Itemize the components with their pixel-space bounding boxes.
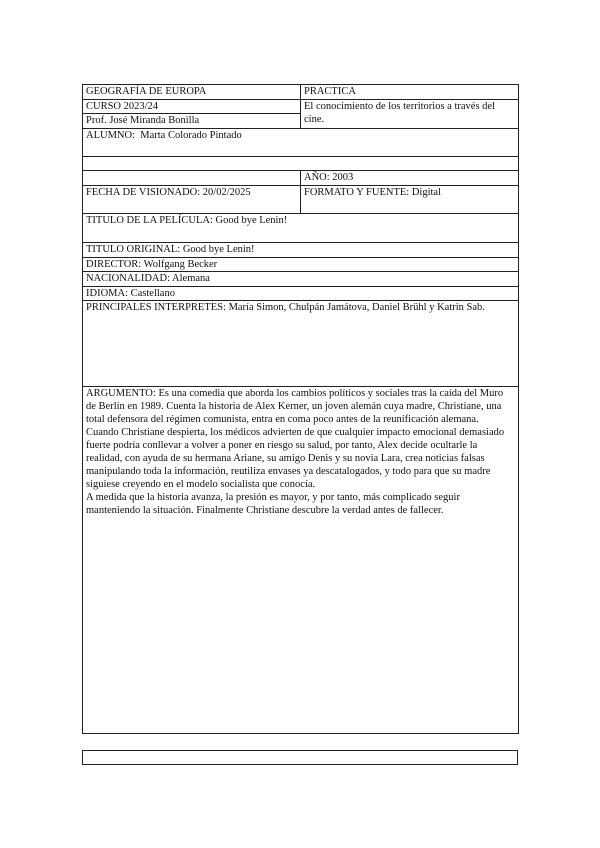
language-cell (83, 287, 519, 301)
footer-empty-cell (83, 751, 518, 765)
subject-cell (83, 85, 301, 100)
practice-title: El conocimiento de los territorios a través del cine. (304, 101, 495, 125)
plot-paragraph-2: Cuando Christiane despierta, los médicos advierten de que cualquier impacto emocional demasiado fuerte podría conllevar a volver a poner en riesgo su salud, por tanto, Alex decide ocultarle la realidad, con ayuda de su hermana Ariane, su amigo Denis y su novia Lara, crea noticias falsas manipulando toda la información, reutiliza envases ya descatalogados, y todo para que su madre siguiese creyendo en el modelo socialista que conocía. (86, 427, 505, 490)
original-title-cell (83, 243, 519, 258)
year-label: AÑO: (304, 172, 330, 183)
film-title: Good bye Lenin! (215, 215, 288, 226)
plot-label: ARGUMENTO: (86, 388, 156, 399)
film-report-form (82, 84, 519, 734)
practice-title-cell (301, 100, 519, 129)
film-title-cell (83, 214, 519, 243)
nationality-cell (83, 272, 519, 287)
format-cell (301, 186, 519, 214)
nationality-label: NACIONALIDAD: (86, 273, 170, 284)
student-cell (83, 129, 519, 157)
viewing-date-cell (83, 186, 301, 214)
plot-paragraph-3: A medida que la historia avanza, la presión es mayor, y por tanto, más complicado seguir manteniendo la situación. Finalmente Christiane descubre la verdad antes de fallecer. (86, 492, 460, 516)
subject: GEOGRAFÍA DE EUROPA (86, 86, 207, 97)
plot-paragraph-1 (86, 387, 515, 426)
plot-cell (83, 387, 519, 734)
footer-box (82, 750, 518, 765)
year-cell (301, 171, 519, 186)
year: 2003 (332, 172, 354, 183)
blank-row (83, 157, 519, 171)
course: CURSO 2023/24 (86, 101, 159, 112)
plot-text-1: Es una comedia que aborda los cambios políticos y sociales tras la caída del Muro de Berlín en 1989. Cuenta la historia de Alex Kerner, un joven alemán cuya madre, Christiane, una total defensora del régimen comunista, entra en coma poco antes de la reunificación alemana. (86, 388, 504, 425)
format-label: FORMATO Y FUENTE: (304, 187, 410, 198)
student-label: ALUMNO: (86, 130, 135, 141)
format: Digital (411, 187, 442, 198)
cast: María Simon, Chulpán Jamátova, Daniel Brühl y Katrin Sab. (228, 302, 485, 313)
film-title-label: TITULO DE LA PELÍCULA: (86, 215, 213, 226)
director-cell (83, 258, 519, 272)
cast-label: PRINCIPALES INTERPRETES: (86, 302, 226, 313)
original-title: Good bye Lenin! (182, 244, 255, 255)
viewing-date-label: FECHA DE VISIONADO: (86, 187, 201, 198)
blank-year-cell (83, 171, 301, 186)
language: Castellano (130, 288, 175, 299)
practice-label: PRACTICA (304, 86, 356, 97)
director-label: DIRECTOR: (86, 259, 142, 270)
cast-cell (83, 301, 519, 387)
language-label: IDIOMA: (86, 288, 128, 299)
original-title-label: TITULO ORIGINAL: (86, 244, 181, 255)
viewing-date: 20/02/2025 (202, 187, 251, 198)
student-name: Marta Colorado Pintado (140, 130, 242, 141)
practice-cell (301, 85, 519, 100)
director: Wolfgang Becker (143, 259, 218, 270)
nationality: Alemana (172, 273, 210, 284)
professor: Prof. José Miranda Bonilla (86, 115, 200, 126)
professor-cell (83, 114, 301, 129)
course-cell (83, 100, 301, 114)
